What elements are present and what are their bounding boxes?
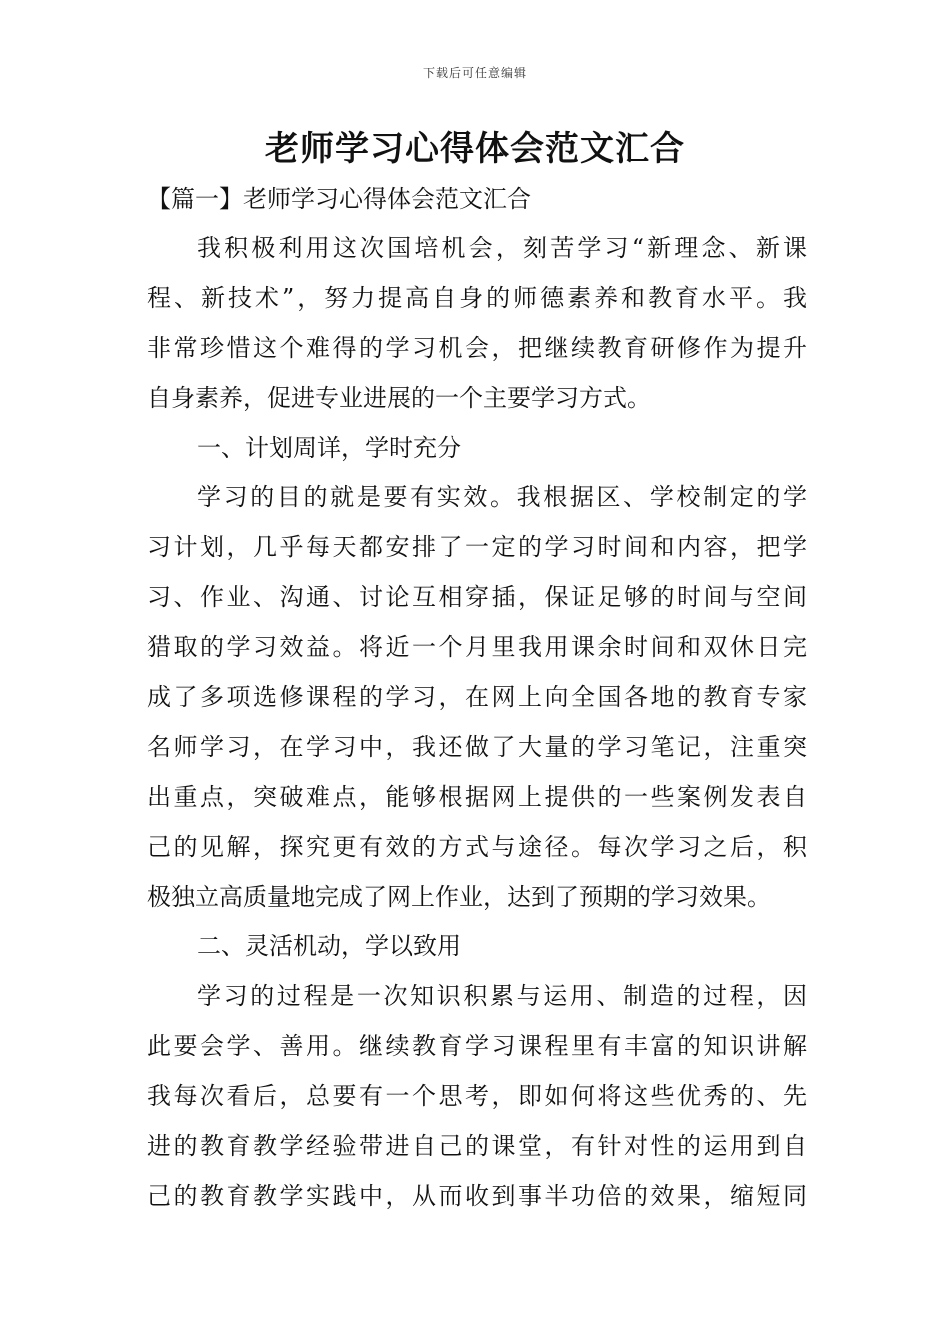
paragraph-line: 我积极利用这次国培机会，刻苦学习“新理念、新课 [197, 234, 807, 262]
section-heading: 一、计划周详，学时充分 [197, 433, 461, 462]
paragraph-line: 名师学习，在学习中，我还做了大量的学习笔记，注重突 [147, 732, 807, 761]
paragraph-line: 我每次看后，总要有一个思考，即如何将这些优秀的、先 [147, 1082, 807, 1111]
section-heading: 二、灵活机动，学以致用 [197, 932, 461, 961]
paragraph-line: 学习的过程是一次知识积累与运用、制造的过程，因 [197, 982, 807, 1011]
paragraph-line: 极独立高质量地完成了网上作业，达到了预期的学习效果。 [147, 882, 771, 911]
paragraph-line: 此要会学、善用。继续教育学习课程里有丰富的知识讲解 [147, 1032, 807, 1061]
paragraph-line: 非常珍惜这个难得的学习机会，把继续教育研修作为提升 [147, 333, 807, 362]
paragraph-line: 己的见解，探究更有效的方式与途径。每次学习之后，积 [147, 832, 807, 861]
paragraph-line: 出重点，突破难点，能够根据网上提供的一些案例发表自 [147, 782, 807, 811]
header-note: 下载后可任意编辑 [422, 66, 527, 80]
paragraph-line: 自身素养，促进专业进展的一个主要学习方式。 [147, 383, 651, 412]
paragraph-line: 学习的目的就是要有实效。我根据区、学校制定的学 [197, 483, 807, 512]
paragraph-line: 习计划，几乎每天都安排了一定的学习时间和内容，把学 [147, 533, 807, 562]
body-text [147, 224, 807, 1222]
page-title: 老师学习心得体会范文汇合 [265, 129, 685, 169]
paragraph-line: 成了多项选修课程的学习，在网上向全国各地的教育专家 [147, 683, 807, 712]
paragraph-line: 习、作业、沟通、讨论互相穿插，保证足够的时间与空间 [147, 583, 807, 612]
paragraph-line: 猎取的学习效益。将近一个月里我用课余时间和双休日完 [147, 633, 807, 662]
section-label: 【篇一】老师学习心得体会范文汇合 [147, 185, 531, 213]
paragraph-line: 进的教育教学经验带进自己的课堂，有针对性的运用到自 [147, 1132, 807, 1161]
paragraph-line: 程、新技术”，努力提高自身的师德素养和教育水平。我 [147, 283, 807, 312]
paragraph-line: 己的教育教学实践中，从而收到事半功倍的效果，缩短同 [147, 1181, 807, 1210]
